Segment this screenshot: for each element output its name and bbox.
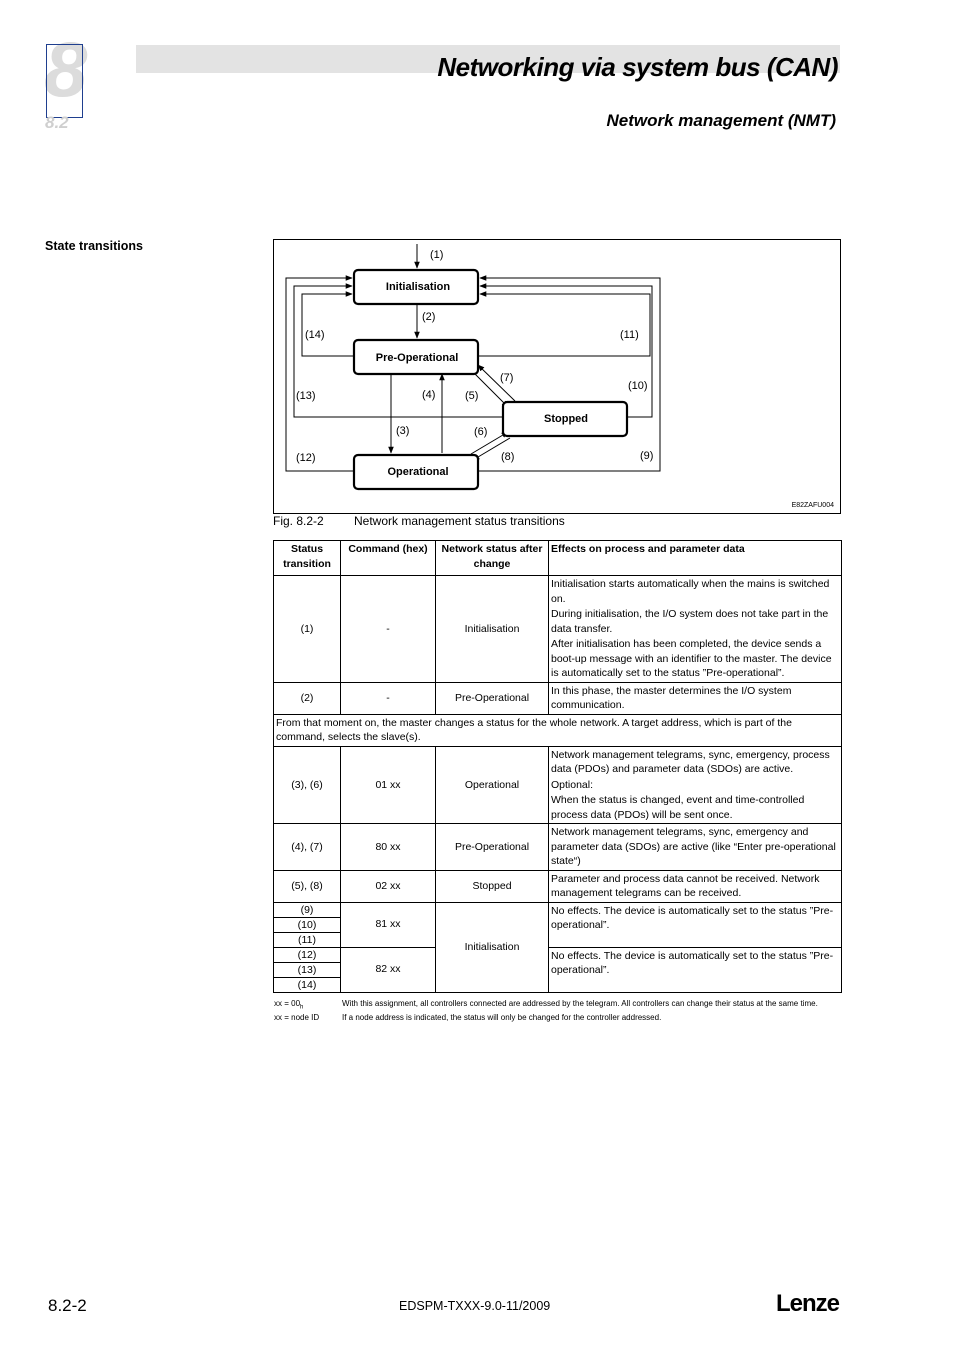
transition-12-arrow [286,278,354,471]
cell-transition: (12) [274,947,341,962]
cell-effects [549,746,842,824]
transition-11-arrow [478,294,650,356]
label-t9: (9) [640,450,654,462]
state-preop-label: Pre-Operational [375,352,459,364]
header-effects: Effects on process and parameter data [549,541,842,576]
table-span-row [274,714,842,746]
effect-text: In this phase, the master determines the I/O system communication. [551,684,792,711]
transition-14-arrow [302,294,354,356]
label-t6: (6) [474,426,488,438]
figure-caption-text: Network management status transitions [354,514,565,528]
label-t13: (13) [296,390,316,402]
table-row [274,902,842,917]
cell-command: 80 xx [341,824,436,871]
cell-effects [549,870,842,902]
cell-transition: (4), (7) [274,824,341,871]
transition-10-arrow [480,286,652,417]
cell-status: Pre-Operational [436,824,549,871]
side-label: State transitions [45,239,143,253]
cell-status: Pre-Operational [436,682,549,714]
cell-transition: (1) [274,576,341,683]
effect-text: No effects. The device is automatically set to the status ”Pre-operational”. [551,949,834,976]
table-row [274,682,842,714]
footnote-key: xx = 00 [274,999,301,1008]
document-id: EDSPM-TXXX-9.0-11/2009 [399,1299,551,1313]
label-t11: (11) [620,329,639,341]
cell-command: 81 xx [341,902,436,947]
state-op-label: Operational [387,466,449,478]
cell-span-note: From that moment on, the master changes a status for the whole network. A target address, which is part of the command, selects the slave(s). [274,714,842,746]
cell-transition: (10) [274,917,341,932]
cell-effects [549,824,842,871]
footnote [274,1013,661,1022]
nmt-transition-table [273,540,842,993]
footnote-key-sub: h [300,1004,304,1011]
lenze-logo: Lenze [776,1290,840,1317]
cell-effects [549,576,842,683]
state-diagram [274,240,840,513]
table-row [274,947,842,962]
label-t8: (8) [501,451,515,463]
cell-transition: (11) [274,932,341,947]
table-row [274,746,842,824]
page-subtitle: Network management (NMT) [606,111,836,130]
table-header-row [274,541,842,576]
cell-effects [549,902,842,947]
table-row [274,576,842,683]
page-title: Networking via system bus (CAN) [437,52,838,82]
header-status-transition: Status transition [274,541,341,576]
label-t1: (1) [430,249,444,261]
footnote-text: If a node address is indicated, the status will only be changed for the controller addressed. [342,1013,662,1022]
cell-command: - [341,576,436,683]
label-t5: (5) [465,390,479,402]
label-t2: (2) [422,311,436,323]
figure-caption [273,514,565,528]
state-diagram-figure [273,239,841,514]
cell-status: Stopped [436,870,549,902]
footnote-key: xx = node ID [274,1013,320,1022]
label-t7: (7) [500,372,514,384]
cell-transition: (5), (8) [274,870,341,902]
cell-transition: (3), (6) [274,746,341,824]
chapter-number: 8 [44,25,88,113]
label-t3: (3) [396,425,410,437]
effect-text: Optional: [551,778,594,791]
label-t14: (14) [305,329,325,341]
label-t4: (4) [422,389,436,401]
cell-effects [549,947,842,992]
cell-effects [549,682,842,714]
cell-command: 02 xx [341,870,436,902]
cell-command: 01 xx [341,746,436,824]
cell-transition: (14) [274,977,341,992]
label-t12: (12) [296,452,316,464]
effect-text: Network management telegrams, sync, emergency and parameter data (SDOs) are active (like “Enter pre-operational state“) [551,826,836,867]
effect-text: During initialisation, the I/O system does not take part in the data transfer. [551,608,829,635]
chapter-marker-frame [46,44,83,118]
figure-code: E82ZAFU004 [791,502,834,509]
page-number: 8.2-2 [48,1296,87,1315]
effect-text: No effects. The device is automatically set to the status ”Pre-operational”. [551,904,834,931]
effect-text: Parameter and process data cannot be received. Network management telegrams can be received. [551,872,820,899]
cell-command: 82 xx [341,947,436,992]
state-stopped-label: Stopped [544,413,588,425]
cell-status: Operational [436,746,549,824]
table-row [274,824,842,871]
cell-status: Initialisation [436,902,549,992]
cell-command: - [341,682,436,714]
footnote [274,999,818,1011]
section-number: 8.2 [45,113,69,132]
cell-transition: (2) [274,682,341,714]
effect-text: Network management telegrams, sync, emergency, process data (PDOs) and parameter data (SDOs) are active. [551,748,830,775]
footnote-text: With this assignment, all controllers connected are addressed by the telegram. All controllers can change their status at the same time. [342,999,818,1008]
cell-transition: (13) [274,962,341,977]
state-init-label: Initialisation [385,281,451,293]
header-network-status: Network status after change [436,541,549,576]
effect-text: When the status is changed, event and time-controlled process data (PDOs) will be sent once. [551,794,805,821]
effect-text: After initialisation has been completed, the device sends a boot-up message with an identifier to the master. The device is automatically set to the status ”Pre-operational”. [551,638,832,679]
cell-transition: (9) [274,902,341,917]
figure-caption-number: Fig. 8.2-2 [273,514,324,528]
header-command: Command (hex) [341,541,436,576]
label-t10: (10) [628,380,648,392]
cell-status: Initialisation [436,576,549,683]
table-row [274,870,842,902]
effect-text: Initialisation starts automatically when the mains is switched on. [551,578,830,605]
